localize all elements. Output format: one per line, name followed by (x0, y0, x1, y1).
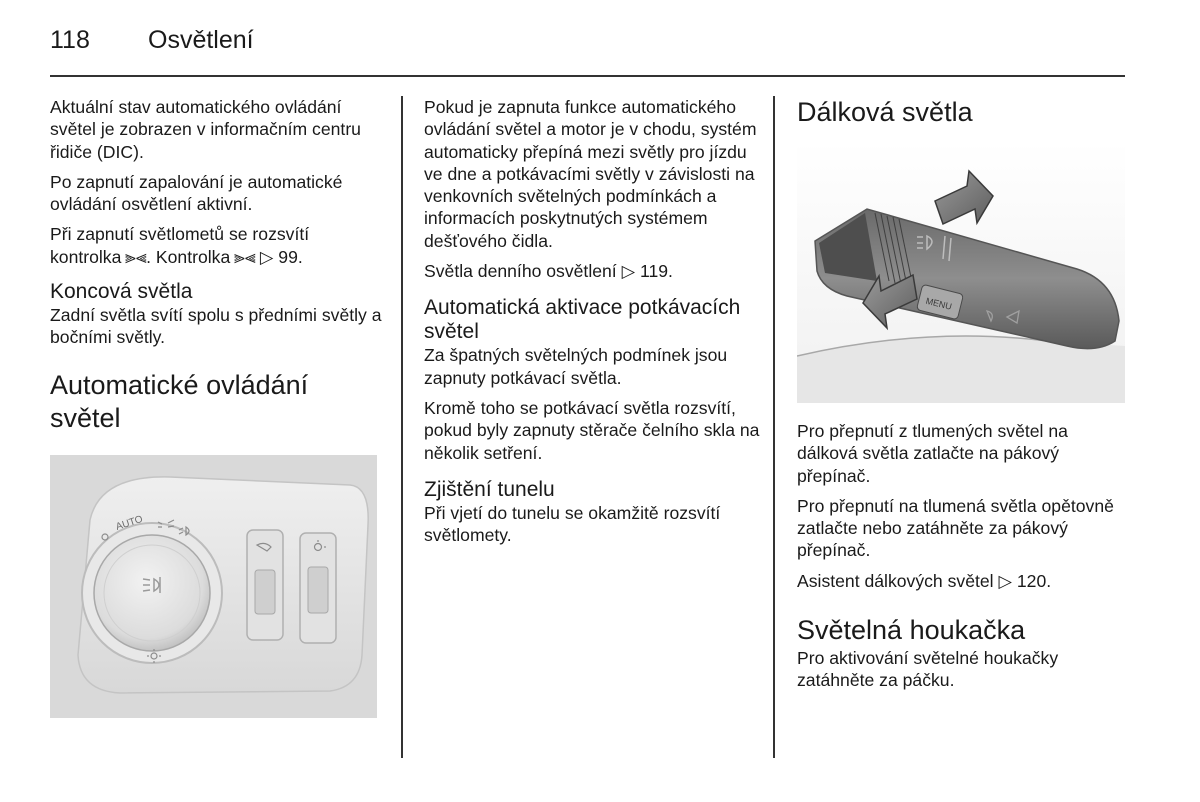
page-header-title: Osvětlení (148, 26, 254, 54)
column-divider-1 (401, 96, 403, 758)
heading-high-beam: Dálková světla (797, 97, 973, 127)
paragraph-wiper-activation: Kromě toho se potkávací světla rozsvítí, pokud byly zapnuty stěrače čelního skla na několik setření. (424, 397, 760, 463)
paragraph-switch-to-high: Pro přepnutí z tlumených světel na dálková světla zatlačte na pákový přepínač. (797, 421, 1068, 486)
assist-text: Asistent dálkových světel (797, 570, 999, 591)
low-beam-indicator-icon: ⫸⫷ (125, 246, 148, 267)
indicator-text-a: Při zapnutí světlometů se rozsvítí kontrolka (50, 224, 310, 267)
column-1 (50, 96, 385, 435)
page-reference-arrow-icon: ▷ (998, 570, 1012, 591)
heading-headlight-flash: Světelná houkačka (797, 615, 1026, 646)
drl-text: Světla denního osvětlení (424, 261, 622, 282)
heading-tail-lights: Koncová světla (50, 280, 193, 304)
paragraph-tail-lights: Zadní světla svítí spolu s předními světly a bočními světly. (50, 305, 382, 348)
heading-automatic-lights: Automatické ovládání světel (50, 369, 309, 433)
paragraph-poor-light: Za špatných světelných podmínek jsou zapnuty potkávací světla. (424, 345, 728, 388)
page-number: 118 (50, 26, 90, 54)
paragraph-auto-switching: Pokud je zapnuta funkce automatického ovládání světel a motor je v chodu, systém automaticky přepíná mezi světly pro jízdu ve dne a potkávacími světly v závislosti na venkovních světelných podmínkách a informacích poskytnutých systémem dešťového čidla. (424, 97, 757, 251)
paragraph-dic-status: Aktuální stav automatického ovládání světel je zobrazen v informačním centru řidiče (DIC). (50, 97, 361, 162)
paragraph-drl-reference (424, 260, 764, 282)
column-divider-2 (773, 96, 775, 758)
column-3-body (797, 420, 1127, 700)
turn-signal-lever-image (797, 141, 1125, 403)
auto-mode-label: AUTO (114, 513, 145, 533)
paragraph-high-beam-assist (797, 570, 1127, 592)
page-reference: 99. (273, 246, 303, 267)
light-switch-image (50, 455, 377, 718)
paragraph-auto-active: Po zapnutí zapalování je automatické ovládání osvětlení aktivní. (50, 171, 343, 215)
header-divider (50, 75, 1125, 77)
heading-tunnel-detection: Zjištění tunelu (424, 477, 555, 501)
page-reference: 120. (1011, 570, 1052, 591)
column-3 (797, 96, 1127, 129)
paragraph-switch-to-low: Pro přepnutí na tlumená světla opětovně zatlačte nebo zatáhněte za pákový přepínač. (797, 495, 1114, 561)
page-reference: 119. (635, 261, 673, 282)
paragraph-headlight-flash: Pro aktivování světelné houkačky zatáhněte za páčku. (797, 648, 1059, 691)
page-reference-arrow-icon: ▷ (621, 261, 636, 282)
menu-button-label: MENU (924, 295, 953, 312)
paragraph-indicator (50, 223, 385, 268)
page-reference-arrow-icon: ▷ (259, 246, 274, 267)
heading-auto-activation: Automatická aktivace potkávacích světel (424, 296, 741, 344)
low-beam-indicator-icon: ⫸⫷ (234, 246, 256, 267)
paragraph-tunnel: Při vjetí do tunelu se okamžitě rozsvítí světlomety. (424, 502, 721, 546)
column-2 (424, 96, 764, 554)
indicator-text-b: . Kontrolka (146, 246, 236, 267)
